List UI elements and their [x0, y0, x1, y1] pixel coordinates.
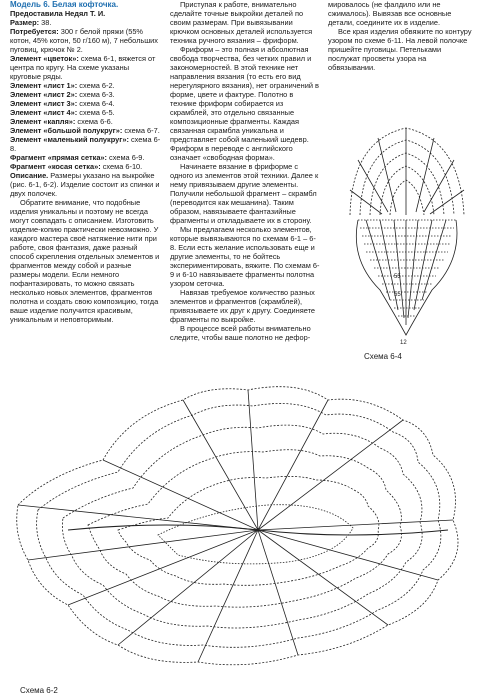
description-label: Описание. — [10, 171, 49, 180]
element-name: Элемент «лист 2»: — [10, 90, 78, 99]
paragraph: Мы предлагаем несколько элементов, которые вывязываются по схемам 6-1 – 6-8. Если есть желание использовать еще и другие элементы, то не бойтесь экспериментировать, вяжите. По схемам 6-9 и 6-10 навязываете фрагменты полотна узором сеточка. — [170, 225, 320, 288]
element-name: Элемент «капля»: — [10, 117, 76, 126]
element-name: Элемент «большой полукруг»: — [10, 126, 123, 135]
element-item — [10, 162, 162, 171]
paragraph: Приступая к работе, внимательно сделайте точные выкройки деталей по своим размерам. При вывязывании крючком основных деталей используется техника ручного вязания – фриформ. — [170, 0, 313, 45]
element-item — [10, 81, 162, 90]
element-item — [10, 117, 162, 126]
text-column-3 — [328, 0, 474, 72]
paragraph: Фриформ – это полная и абсолютная свобода творчества, без четких правил и закономерностей. В этой технике нет направления вязания (то есть его вид нерегулярного вязания), нет ограничений в форме, цвете и фактуре. Полотно в технике фриформ собирается из скрамблей, это отдельно связанные композиционные фрагменты. Каждая связанная скрамбла уникальна и представляет собой маленький шедевр. Фриформ в переводе с английского означает «свободная форма». — [170, 45, 319, 162]
materials-text: 300 г белой пряжи (55% котон, 45% котон, 50 г/160 м), 7 небольших пуговиц, крючок № 2. — [10, 27, 158, 54]
paragraph: Начинаете вязание в фриформе с одного из элементов этой техники. Далее к нему привязываем другие элементы. Получили небольшой фрагмент – скрамбл (переводится как мешанина). Таким образом, навязываете фантазийные фрагменты и откладываете их в сторону. — [170, 162, 319, 225]
size-label: Размер: — [10, 18, 40, 27]
element-scheme: схема 6-6. — [75, 117, 113, 126]
diagram-caption-6-4: Схема 6-4 — [364, 352, 402, 361]
element-name: Фрагмент «косая сетка»: — [10, 162, 101, 171]
element-name: Фрагмент «прямая сетка»: — [10, 153, 107, 162]
element-scheme: схема 6-10. — [100, 162, 143, 171]
materials-label: Потребуется: — [10, 27, 59, 36]
element-item — [10, 108, 162, 117]
element-item — [10, 90, 162, 99]
row-number: 55 — [394, 292, 401, 298]
author-label: Предоставила Недял Т. И. — [10, 9, 106, 18]
element-item — [10, 153, 162, 162]
element-item — [10, 54, 162, 81]
model-title: Модель 6. Белая кофточка. — [10, 0, 119, 9]
element-scheme: схема 6-1, вяжется от центра по кругу. На схеме указаны круговые ряды. — [10, 54, 156, 81]
note-paragraph: Обратите внимание, что подобные изделия уникальны и поэтому не всегда могут совпадать с описанием. Изготовить изделие-копию практически невозможно. У каждого мастера своё натяжение нити при работе, своя фантазия, даже разный способ скрепления отдельных элементов и фрагментов между собой и разные размеры модели. Если немного пофантазировать, то можно связать несколько новых элементов, фрагментов полотна и создать свою композицию, тогда ваше изделие получится красивым, уникальным и неповторимым. — [10, 198, 160, 324]
row-number: 55 — [394, 274, 401, 280]
element-item — [10, 135, 162, 153]
paragraph: Все края изделия обвяжите по контуру узором по схеме 6-11. На левой полочке пришейте пуговицы. Петельками послужат просветы узора на обвязывании. — [328, 27, 472, 72]
element-item — [10, 99, 162, 108]
element-name: Элемент «лист 3»: — [10, 99, 78, 108]
text-column-1 — [10, 0, 162, 324]
paragraph: В процессе всей работы внимательно следите, чтобы ваше полотно не дефор- — [170, 324, 311, 342]
element-name: Элемент «цветок»: — [10, 54, 79, 63]
element-scheme: схема 6-5. — [77, 108, 115, 117]
element-item — [10, 126, 162, 135]
element-scheme: схема 6-7. — [122, 126, 160, 135]
crochet-diagram-6-4 — [340, 120, 482, 350]
row-number: 12 — [400, 340, 407, 346]
size-value: 38. — [39, 18, 52, 27]
crochet-diagram-6-2 — [8, 370, 478, 690]
element-name: Элемент «маленький полукруг»: — [10, 135, 129, 144]
paragraph: мировалось (не фалдило или не сжималось). Вывязав все основные детали, соедините их в изделие. — [328, 0, 452, 27]
element-scheme: схема 6-8. — [10, 135, 161, 153]
description-text: Размеры указано на выкройке (рис. 6-1, 6-2). Изделие состоит из спинки и двух полочек. — [10, 171, 160, 198]
paragraph: Навязав требуемое количество разных элементов и фрагментов (скрамблей), привязываете их друг к другу. Соединяете фрагменты по выкройке. — [170, 288, 316, 324]
element-scheme: схема 6-2. — [77, 81, 115, 90]
element-scheme: схема 6-9. — [107, 153, 145, 162]
text-column-2 — [170, 0, 320, 342]
element-name: Элемент «лист 4»: — [10, 108, 78, 117]
element-scheme: схема 6-4. — [77, 99, 115, 108]
elements-list — [10, 54, 162, 171]
element-scheme: схема 6-3. — [77, 90, 115, 99]
diagram-caption-6-2: Схема 6-2 — [20, 686, 58, 695]
element-name: Элемент «лист 1»: — [10, 81, 78, 90]
